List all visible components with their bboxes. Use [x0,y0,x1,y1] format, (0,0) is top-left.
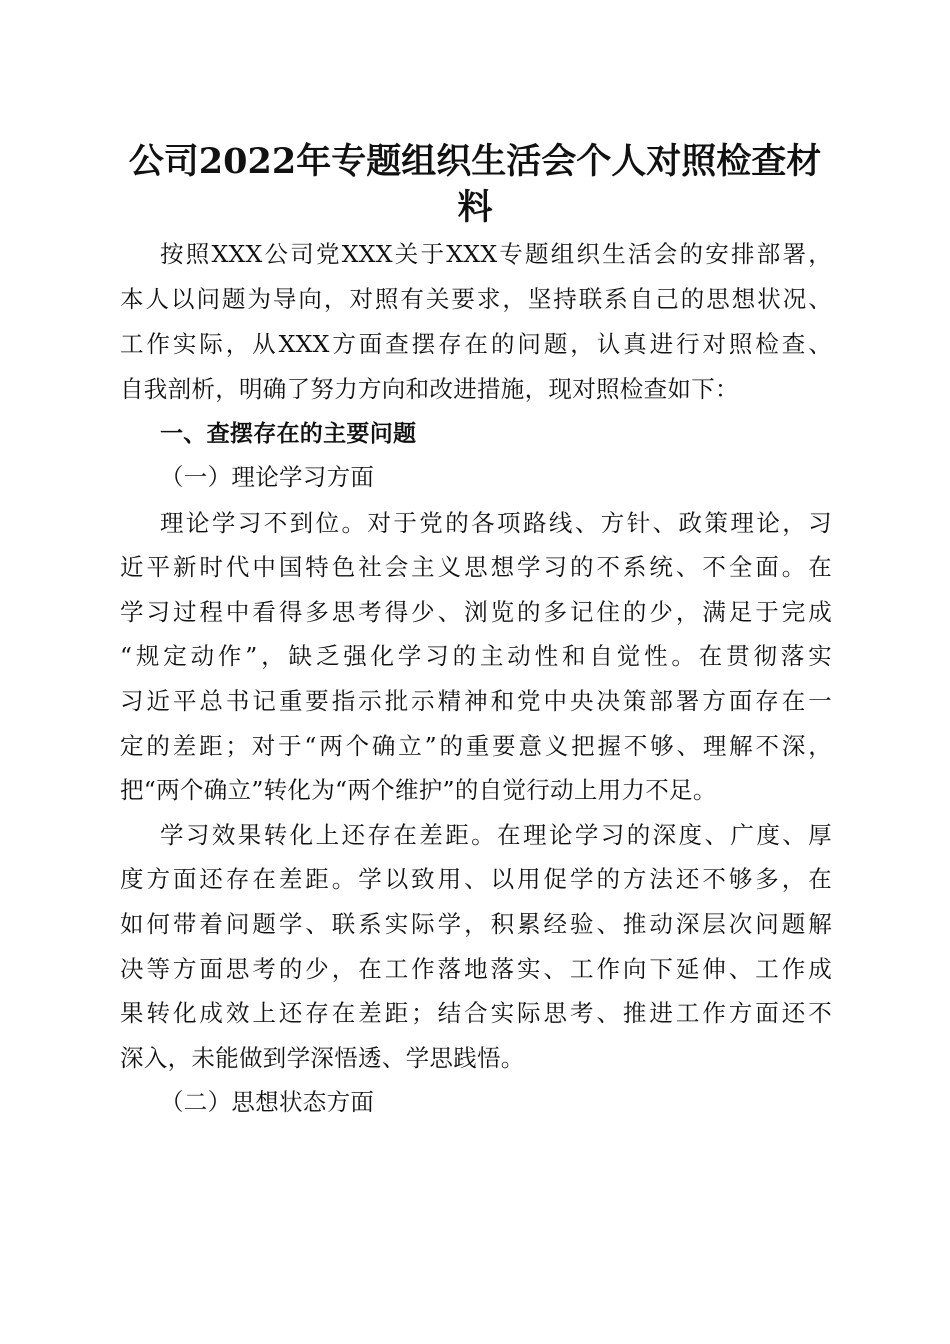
paragraph-line: 决等方面思考的少，在工作落地落实、工作向下延伸、工作成 [120,955,832,983]
paragraph-line: 定的差距；对于“两个确立”的重要意义把握不够、理解不深， [120,732,832,760]
paragraph-line: “规定动作”，缺乏强化学习的主动性和自觉性。在贯彻落实 [120,642,832,670]
intro-line: 工作实际，从XXX方面查摆存在的问题，认真进行对照检查、 [120,330,832,358]
paragraph-line: 理论学习不到位。对于党的各项路线、方针、政策理论，习 [160,509,832,537]
paragraph-line: 深入，未能做到学深悟透、学思践悟。 [120,1044,525,1072]
intro-line: 本人以问题为导向，对照有关要求，坚持联系自己的思想状况、 [120,285,832,313]
document-title-line-1: 公司2022年专题组织生活会个人对照检查材 [128,141,822,182]
paragraph-line: 近平新时代中国特色社会主义思想学习的不系统、不全面。在 [120,553,832,581]
paragraph-line: 学习效果转化上还存在差距。在理论学习的深度、广度、厚 [160,821,832,849]
document-title-line-2: 料 [457,187,493,228]
intro-line: 按照XXX公司党XXX关于XXX专题组织生活会的安排部署， [160,240,832,268]
subsection-heading: （二）思想状态方面 [160,1088,375,1116]
paragraph-line: 如何带着问题学、联系实际学，积累经验、推动深层次问题解 [120,910,832,938]
intro-line: 自我剖析，明确了努力方向和改进措施，现对照检查如下： [120,375,739,403]
paragraph-line: 把“两个确立”转化为“两个维护”的自觉行动上用力不足。 [120,776,717,804]
section-heading: 一、查摆存在的主要问题 [160,421,417,447]
paragraph-line: 度方面还存在差距。学以致用、以用促学的方法还不够多，在 [120,865,832,893]
paragraph-line: 果转化成效上还存在差距；结合实际思考、推进工作方面还不 [120,999,832,1027]
subsection-heading: （一）理论学习方面 [160,463,375,491]
paragraph-line: 习近平总书记重要指示批示精神和党中央决策部署方面存在一 [120,687,832,715]
paragraph-line: 学习过程中看得多思考得少、浏览的多记住的少，满足于完成 [120,598,832,626]
